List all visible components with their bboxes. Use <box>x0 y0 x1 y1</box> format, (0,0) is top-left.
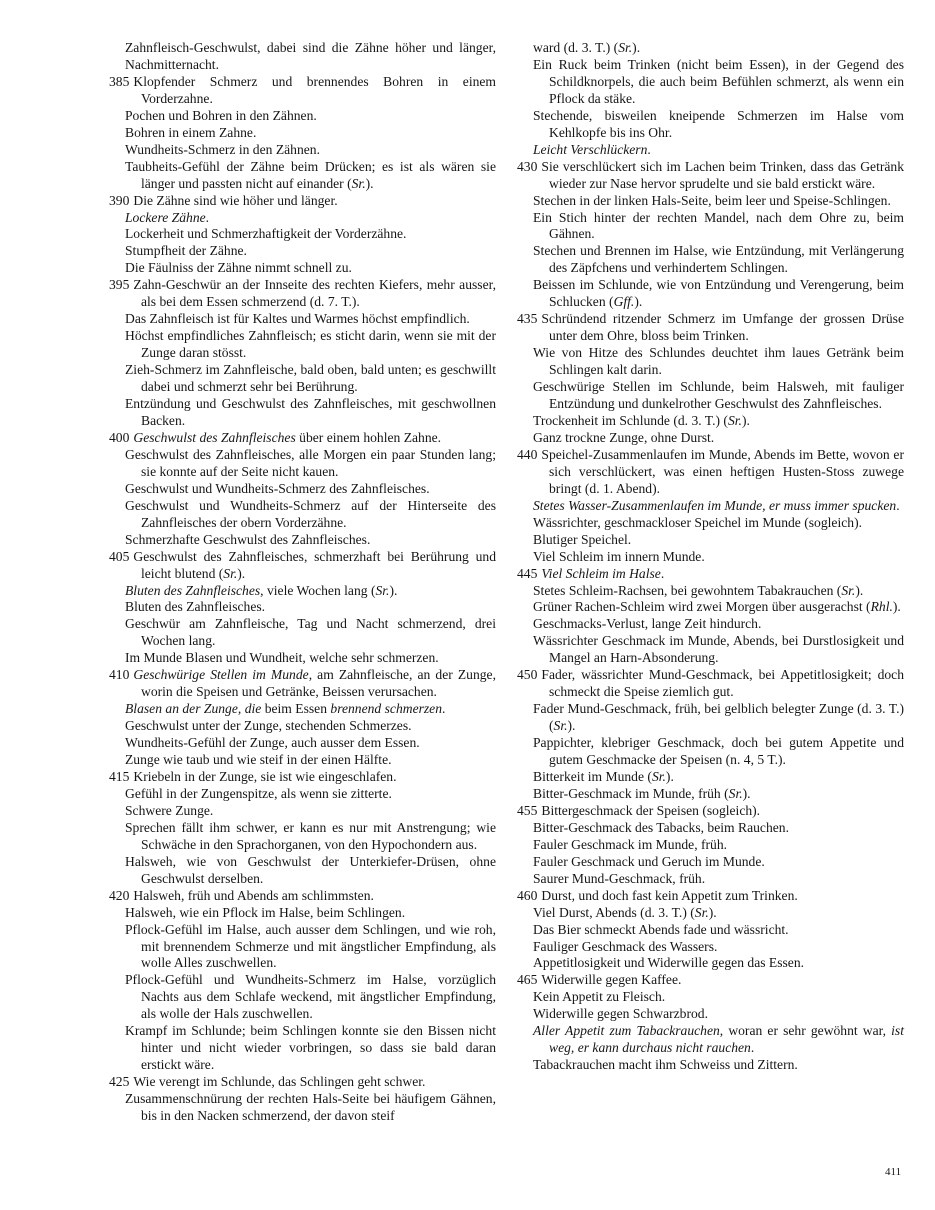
symptom-entry <box>109 396 496 430</box>
symptom-entry <box>517 888 904 905</box>
symptom-entry <box>109 701 496 718</box>
symptom-entry <box>109 616 496 650</box>
symptom-entry <box>517 616 904 633</box>
symptom-entry <box>109 718 496 735</box>
entry-text: Zusammenschnürung der rechten Hals-Seite bei häufigem Gähnen, bis in den Nacken schmerzend, der davon steif <box>125 1091 496 1124</box>
symptom-entry <box>517 786 904 803</box>
entry-text: Schründend ritzender Schmerz im Umfange der grossen Drüse unter dem Ohre, bloss beim Trinken. <box>541 311 904 344</box>
entry-text: Ganz trockne Zunge, ohne Durst. <box>533 429 715 445</box>
entry-text: Wundheits-Schmerz in den Zähnen. <box>125 141 320 157</box>
entry-number: 435 <box>517 311 538 327</box>
entry-text: Stechen und Brennen im Halse, wie Entzündung, mit Verlängerung des Zäpfchens und verhindertem Schlingen. <box>533 243 904 276</box>
entry-text: Bitter-Geschmack im Munde, früh (Sr.). <box>533 785 751 801</box>
symptom-entry <box>109 498 496 532</box>
entry-number: 455 <box>517 802 538 818</box>
entry-text: Fauliger Geschmack des Wassers. <box>533 938 718 954</box>
symptom-entry <box>517 532 904 549</box>
entry-text: Aller Appetit zum Tabackrauchen, woran er sehr gewöhnt war, ist weg, er kann durchaus nicht rauchen. <box>533 1023 904 1056</box>
entry-text: Geschwulst des Zahnfleisches über einem hohlen Zahne. <box>133 429 442 445</box>
entry-text: Im Munde Blasen und Wundheit, welche sehr schmerzen. <box>125 650 439 666</box>
entry-number: 460 <box>517 887 538 903</box>
symptom-entry <box>517 379 904 413</box>
entry-text: Kriebeln in der Zunge, sie ist wie eingeschlafen. <box>133 768 397 784</box>
entry-text: Ein Stich hinter der rechten Mandel, nach dem Ohre zu, beim Gähnen. <box>533 209 904 242</box>
entry-text: Pappichter, klebriger Geschmack, doch bei gutem Appetite und gutem Geschmacke der Speisen (n. 4, 5 T.). <box>533 735 904 768</box>
entry-text: Stechende, bisweilen kneipende Schmerzen im Halse vom Kehlkopfe bis ins Ohr. <box>533 107 904 140</box>
symptom-entry <box>109 125 496 142</box>
symptom-entry <box>517 972 904 989</box>
symptom-entry <box>109 752 496 769</box>
entry-text: Zahnfleisch-Geschwulst, dabei sind die Zähne höher und länger, Nachmitternacht. <box>125 40 496 72</box>
symptom-entry <box>109 786 496 803</box>
entry-text: Stumpfheit der Zähne. <box>125 243 247 259</box>
entry-text: Viel Schleim im innern Munde. <box>533 548 705 564</box>
symptom-entry <box>517 701 904 735</box>
symptom-entry <box>517 210 904 244</box>
entry-text: Viel Schleim im Halse. <box>541 565 665 581</box>
symptom-entry <box>517 1023 904 1057</box>
right-column <box>517 40 904 1074</box>
symptom-entry <box>517 413 904 430</box>
entry-text: Stetes Schleim-Rachsen, bei gewohntem Tabakrauchen (Sr.). <box>533 582 864 598</box>
symptom-entry <box>109 1023 496 1074</box>
symptom-entry <box>517 193 904 210</box>
entry-text: Wie von Hitze des Schlundes deuchtet ihm laues Getränk beim Schlingen kalt darin. <box>533 345 904 378</box>
symptom-entry <box>109 667 496 701</box>
symptom-entry <box>109 108 496 125</box>
entry-text: Geschwulst unter der Zunge, stechenden Schmerzes. <box>125 718 412 734</box>
entry-text: Zahn-Geschwür an der Innseite des rechten Kiefers, mehr ausser, als bei dem Essen schmerzend (d. 7. T.). <box>133 277 496 310</box>
entry-text: Sprechen fällt ihm schwer, er kann es nur mit Anstrengung; wie Schwäche in den Sprachorganen, von den Hypochondern aus. <box>125 819 496 852</box>
symptom-entry <box>109 820 496 854</box>
symptom-entry <box>109 854 496 888</box>
entry-text: Beissen im Schlunde, wie von Entzündung und Verengerung, beim Schlucken (Gff.). <box>533 277 904 310</box>
symptom-entry <box>109 193 496 210</box>
entry-text: Geschwulst und Wundheits-Schmerz des Zahnfleisches. <box>125 480 430 496</box>
entry-number: 415 <box>109 768 130 784</box>
entry-text: Schwere Zunge. <box>125 802 214 818</box>
entry-text: Fauler Geschmack im Munde, früh. <box>533 836 728 852</box>
entry-text: Blutiger Speichel. <box>533 531 632 547</box>
entry-text: Kein Appetit zu Fleisch. <box>533 989 666 1005</box>
entry-text: Lockerheit und Schmerzhaftigkeit der Vorderzähne. <box>125 226 407 242</box>
symptom-entry <box>517 837 904 854</box>
symptom-entry <box>517 142 904 159</box>
entry-text: Zunge wie taub und wie steif in der einen Hälfte. <box>125 752 392 768</box>
symptom-entry <box>109 159 496 193</box>
symptom-entry <box>517 311 904 345</box>
symptom-entry <box>109 549 496 583</box>
entry-text: Geschwürige Stellen im Munde, am Zahnfleische, an der Zunge, worin die Speisen und Getränke, Beissen verursachen. <box>133 667 496 700</box>
entry-text: Höchst empfindliches Zahnfleisch; es sticht darin, wenn sie mit der Zunge daran stösst. <box>125 328 496 361</box>
symptom-entry <box>517 989 904 1006</box>
symptom-entry <box>109 1074 496 1091</box>
symptom-entry <box>517 939 904 956</box>
symptom-entry <box>109 532 496 549</box>
entry-text: Tabackrauchen macht ihm Schweiss und Zittern. <box>533 1057 798 1073</box>
entry-text: Geschwürige Stellen im Schlunde, beim Halsweh, mit fauliger Entzündung und dunkelrother Geschwulst des Zahnfleisches. <box>533 379 904 412</box>
entry-text: Bitterkeit im Munde (Sr.). <box>533 768 674 784</box>
entry-text: Bohren in einem Zahne. <box>125 124 257 140</box>
entry-text: Bluten des Zahnfleisches. <box>125 599 266 615</box>
symptom-entry <box>109 430 496 447</box>
symptom-entry <box>517 430 904 447</box>
entry-number: 450 <box>517 667 538 683</box>
symptom-entry <box>517 345 904 379</box>
symptom-entry <box>109 277 496 311</box>
entry-number: 440 <box>517 446 538 462</box>
entry-text: Zieh-Schmerz im Zahnfleische, bald oben, bald unten; es geschwillt dabei und schmerzt sehr bei Berührung. <box>125 362 496 395</box>
entry-text: Lockere Zähne. <box>125 209 210 225</box>
entry-text: Stechen in der linken Hals-Seite, beim leer und Speise-Schlingen. <box>533 192 891 208</box>
entry-text: Widerwille gegen Kaffee. <box>541 972 682 988</box>
symptom-entry <box>517 871 904 888</box>
symptom-entry <box>109 328 496 362</box>
entry-text: Bittergeschmack der Speisen (sogleich). <box>541 802 761 818</box>
entry-text: Pochen und Bohren in den Zähnen. <box>125 107 317 123</box>
symptom-entry <box>517 277 904 311</box>
entry-number: 395 <box>109 277 130 293</box>
symptom-entry <box>517 447 904 498</box>
symptom-entry <box>517 955 904 972</box>
entry-number: 425 <box>109 1074 130 1090</box>
symptom-entry <box>517 57 904 108</box>
symptom-entry <box>517 108 904 142</box>
entry-text: Klopfender Schmerz und brennendes Bohren in einem Vorderzahne. <box>133 73 496 106</box>
entry-text: Wundheits-Gefühl der Zunge, auch ausser dem Essen. <box>125 735 420 751</box>
entry-number: 410 <box>109 667 130 683</box>
entry-number: 420 <box>109 887 130 903</box>
entry-text: Die Zähne sind wie höher und länger. <box>133 192 338 208</box>
entry-text: Geschwulst des Zahnfleisches, alle Morgen ein paar Stunden lang; sie konnte auf der Seite nicht kauen. <box>125 446 496 479</box>
entry-text: Ein Ruck beim Trinken (nicht beim Essen), in der Gegend des Schildknorpels, die auch beim Befühlen schmerzt, als wenn ein Pflock da stäke. <box>533 56 904 106</box>
symptom-entry <box>109 210 496 227</box>
symptom-entry <box>517 1057 904 1074</box>
entry-text: Leicht Verschlückern. <box>533 141 651 157</box>
entry-text: Die Fäulniss der Zähne nimmt schnell zu. <box>125 260 352 276</box>
symptom-entry <box>517 769 904 786</box>
symptom-entry <box>109 447 496 481</box>
symptom-entry <box>109 922 496 973</box>
symptom-entry <box>517 735 904 769</box>
symptom-entry <box>109 583 496 600</box>
symptom-entry <box>517 599 904 616</box>
entry-number: 405 <box>109 548 130 564</box>
entry-text: Durst, und doch fast kein Appetit zum Trinken. <box>541 887 798 903</box>
symptom-entry <box>109 650 496 667</box>
entry-text: Fader Mund-Geschmack, früh, bei gelblich belegter Zunge (d. 3. T.) (Sr.). <box>533 701 904 734</box>
entry-text: Krampf im Schlunde; beim Schlingen konnte sie den Bissen nicht hinter und nicht wieder vorbringen, so dass sie bald daran erstickt wäre. <box>125 1023 496 1073</box>
entry-text: Gefühl in der Zungenspitze, als wenn sie zitterte. <box>125 785 392 801</box>
symptom-entry <box>109 803 496 820</box>
symptom-entry <box>109 769 496 786</box>
symptom-entry <box>517 549 904 566</box>
entry-text: Pflock-Gefühl im Halse, auch ausser dem Schlingen, und wie roh, mit brennendem Schmerze und mit ängstlicher Empfindung, als wolle Alles zuschwellen. <box>125 921 496 971</box>
symptom-entry <box>109 74 496 108</box>
entry-text: Saurer Mund-Geschmack, früh. <box>533 870 706 886</box>
symptom-entry <box>517 566 904 583</box>
entry-text: Halsweh, früh und Abends am schlimmsten. <box>133 887 374 903</box>
entry-text: Appetitlosigkeit und Widerwille gegen das Essen. <box>533 955 805 971</box>
entry-text: Trockenheit im Schlunde (d. 3. T.) (Sr.). <box>533 412 750 428</box>
entry-text: Wie verengt im Schlunde, das Schlingen geht schwer. <box>133 1074 426 1090</box>
entry-text: Speichel-Zusammenlaufen im Munde, Abends im Bette, wovon er sich verschlückert, was einen heftigen Husten-Stoss zuwege bringt (d. 1. Abend). <box>541 446 904 496</box>
symptom-entry <box>109 905 496 922</box>
symptom-entry <box>109 260 496 277</box>
entry-text: ward (d. 3. T.) (Sr.). <box>533 40 641 55</box>
entry-text: Fauler Geschmack und Geruch im Munde. <box>533 853 765 869</box>
symptom-entry <box>109 243 496 260</box>
entry-text: Geschwür am Zahnfleische, Tag und Nacht schmerzend, drei Wochen lang. <box>125 616 496 649</box>
entry-text: Entzündung und Geschwulst des Zahnfleisches, mit geschwollnen Backen. <box>125 396 496 428</box>
entry-text: Bluten des Zahnfleisches, viele Wochen lang (Sr.). <box>125 582 398 598</box>
symptom-entry <box>517 515 904 532</box>
symptom-entry <box>109 735 496 752</box>
symptom-entry <box>517 243 904 277</box>
symptom-entry <box>109 481 496 498</box>
symptom-entry <box>517 667 904 701</box>
symptom-entry <box>517 633 904 667</box>
symptom-entry <box>517 583 904 600</box>
symptom-entry <box>109 599 496 616</box>
symptom-entry <box>109 40 496 74</box>
symptom-entry <box>517 922 904 939</box>
entry-text: Schmerzhafte Geschwulst des Zahnfleisches. <box>125 531 371 547</box>
symptom-entry <box>109 888 496 905</box>
entry-number: 445 <box>517 565 538 581</box>
entry-text: Das Zahnfleisch ist für Kaltes und Warmes höchst empfindlich. <box>125 311 470 327</box>
symptom-entry <box>109 226 496 243</box>
symptom-entry <box>517 159 904 193</box>
entry-number: 430 <box>517 158 538 174</box>
entry-text: Wässrichter Geschmack im Munde, Abends, bei Durstlosigkeit und Mangel an Harn-Absonderung. <box>533 633 904 666</box>
symptom-entry <box>517 1006 904 1023</box>
symptom-entry <box>517 854 904 871</box>
entry-text: Sie verschlückert sich im Lachen beim Trinken, dass das Getränk wieder zur Nase hervor sprudelte und sie bald erstickt wäre. <box>541 158 904 191</box>
entry-number: 465 <box>517 972 538 988</box>
entry-text: Stetes Wasser-Zusammenlaufen im Munde, er muss immer spucken. <box>533 497 900 513</box>
entry-text: Widerwille gegen Schwarzbrod. <box>533 1006 708 1022</box>
entry-text: Taubheits-Gefühl der Zähne beim Drücken; es ist als wären sie länger und passten nicht auf einander (Sr.). <box>125 158 496 191</box>
symptom-entry <box>109 362 496 396</box>
entry-text: Viel Durst, Abends (d. 3. T.) (Sr.). <box>533 904 717 920</box>
symptom-entry <box>109 311 496 328</box>
entry-text: Geschmacks-Verlust, lange Zeit hindurch. <box>533 616 762 632</box>
entry-text: Bitter-Geschmack des Tabacks, beim Rauchen. <box>533 819 789 835</box>
entry-text: Halsweh, wie ein Pflock im Halse, beim Schlingen. <box>125 904 406 920</box>
entry-text: Das Bier schmeckt Abends fade und wässricht. <box>533 921 789 937</box>
entry-text: Grüner Rachen-Schleim wird zwei Morgen über ausgerachst (Rhl.). <box>533 599 901 615</box>
symptom-entry <box>517 40 904 57</box>
symptom-entry <box>517 905 904 922</box>
entry-number: 390 <box>109 192 130 208</box>
page-number: 411 <box>885 1166 902 1178</box>
entry-text: Blasen an der Zunge, die beim Essen brennend schmerzen. <box>125 701 446 717</box>
entry-text: Halsweh, wie von Geschwulst der Unterkiefer-Drüsen, ohne Geschwulst derselben. <box>125 853 496 886</box>
entry-text: Fader, wässrichter Mund-Geschmack, bei Appetitlosigkeit; doch schmeckt die Speise ziemlich gut. <box>541 667 904 700</box>
entry-text: Geschwulst und Wundheits-Schmerz auf der Hinterseite des Zahnfleisches der obern Vorderzähne. <box>125 497 496 530</box>
entry-text: Geschwulst des Zahnfleisches, schmerzhaft bei Berührung und leicht blutend (Sr.). <box>133 548 496 581</box>
entry-number: 400 <box>109 429 130 445</box>
entry-number: 385 <box>109 73 130 89</box>
symptom-entry <box>517 803 904 820</box>
symptom-entry <box>517 820 904 837</box>
entry-text: Wässrichter, geschmackloser Speichel im Munde (sogleich). <box>533 514 862 530</box>
symptom-entry <box>109 1091 496 1125</box>
symptom-entry <box>109 972 496 1023</box>
left-column <box>109 40 496 1125</box>
symptom-entry <box>517 498 904 515</box>
symptom-entry <box>109 142 496 159</box>
entry-text: Pflock-Gefühl und Wundheits-Schmerz im Halse, vorzüglich Nachts aus dem Schlafe weckend, mit ängstlicher Empfindung, als wolle der Hals zuschwellen. <box>125 972 496 1022</box>
